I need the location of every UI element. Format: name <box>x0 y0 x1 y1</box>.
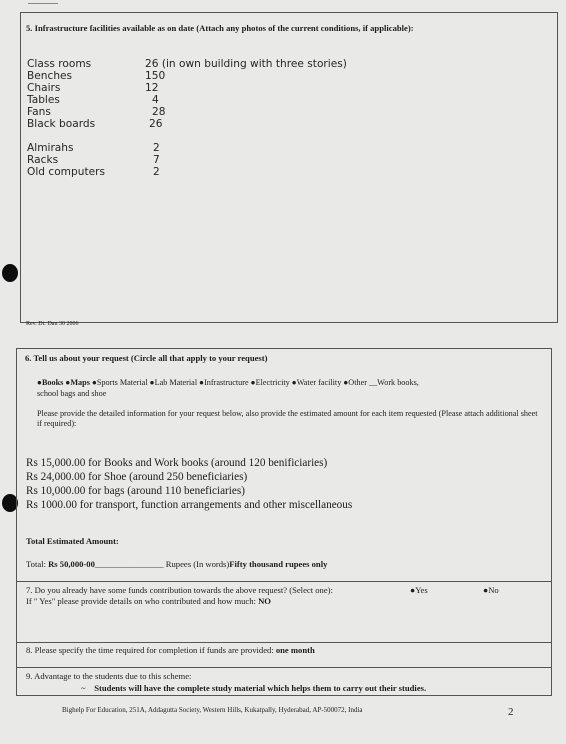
estimate-line: Rs 1000.00 for transport, function arrangements and other miscellaneous <box>26 499 353 511</box>
section-8 <box>26 645 315 655</box>
revision-date: Rev. Dt: Dan 30 2006 <box>26 321 79 327</box>
item-name: Almirahs <box>27 142 74 154</box>
total-blank: ________________ <box>94 559 164 569</box>
request-options <box>37 377 547 399</box>
footer-address: Bighelp For Education, 251A, Addagutta Society, Western Hills, Kukatpally, Hyderabad, AP-500072, India <box>62 706 363 714</box>
section-7-answer: NO <box>258 596 271 606</box>
section-7-detail-label: If " Yes" please provide details on who contributed and how much: <box>26 596 259 606</box>
section-5-title: 5. Infrastructure facilities available as on date (Attach any photos of the current conditions, if applicable): <box>26 23 414 33</box>
item-value: 2 <box>153 166 160 178</box>
option-books-maps[interactable]: ●Books ●Maps <box>37 378 90 387</box>
section-7-question: 7. Do you already have some funds contribution towards the above request? (Select one): <box>26 585 333 595</box>
estimate-line: Rs 10,000.00 for bags (around 110 beneficiaries) <box>26 485 245 497</box>
option-yes[interactable]: ●Yes <box>410 585 428 595</box>
item-value: 4 <box>152 94 159 106</box>
total-value: Rs 50,000-00 <box>48 559 95 569</box>
item-value: 28 <box>152 106 166 118</box>
item-name: Black boards <box>27 118 96 130</box>
total-estimated-heading: Total Estimated Amount: <box>26 536 119 546</box>
estimate-line: Rs 24,000.00 for Shoe (around 250 beneficiaries) <box>26 471 248 483</box>
item-name: Fans <box>27 106 51 118</box>
total-words: Fifty thousand rupees only <box>229 559 328 569</box>
total-label: Total: <box>26 559 49 569</box>
total-words-label: Rupees (In words) <box>163 559 230 569</box>
page-number: 2 <box>508 706 514 718</box>
divider <box>17 642 551 643</box>
item-name: Class rooms <box>27 58 92 70</box>
item-name: Racks <box>27 154 59 166</box>
item-value: 2 <box>153 142 160 154</box>
answer-mark: ~ <box>81 683 86 693</box>
option-other-continued: school bags and shoe <box>37 389 107 398</box>
item-name: Chairs <box>27 82 61 94</box>
estimate-line: Rs 15,000.00 for Books and Work books (around 120 benificiaries) <box>26 457 328 469</box>
section-9-answer: Students will have the complete study material which helps them to carry out their studies. <box>94 683 427 693</box>
divider <box>17 581 551 582</box>
divider <box>17 667 551 668</box>
scan-mark <box>28 3 58 4</box>
section-9-answer-line <box>81 683 426 693</box>
section-6-title: 6. Tell us about your request (Circle all that apply to your request) <box>25 353 268 363</box>
item-value: 7 <box>153 154 160 166</box>
instructions: Please provide the detailed information for your request below, also provide the estimated amount for each item requested (Please attach additional sheet if required): <box>37 409 538 428</box>
option-list[interactable]: ●Sports Material ●Lab Material ●Infrastructure ●Electricity ●Water facility ●Other __Work books, <box>89 378 419 387</box>
section-7-detail <box>26 596 271 606</box>
option-no[interactable]: ●No <box>483 585 499 595</box>
punch-hole <box>2 264 18 282</box>
item-value: 12 <box>145 82 159 94</box>
item-name: Old computers <box>27 166 105 178</box>
section-5-box <box>20 12 558 323</box>
item-name: Benches <box>27 70 73 82</box>
item-name: Tables <box>27 94 60 106</box>
total-line <box>26 559 327 569</box>
section-6-box <box>16 348 552 696</box>
item-value: 150 <box>145 70 166 82</box>
section-9-question: 9. Advantage to the students due to this scheme: <box>26 671 192 681</box>
section-8-answer: one month <box>275 645 315 655</box>
section-8-question: 8. Please specify the time required for completion if funds are provided: <box>26 645 276 655</box>
item-value: 26 (in own building with three stories) <box>145 58 347 70</box>
item-value: 26 <box>149 118 163 130</box>
